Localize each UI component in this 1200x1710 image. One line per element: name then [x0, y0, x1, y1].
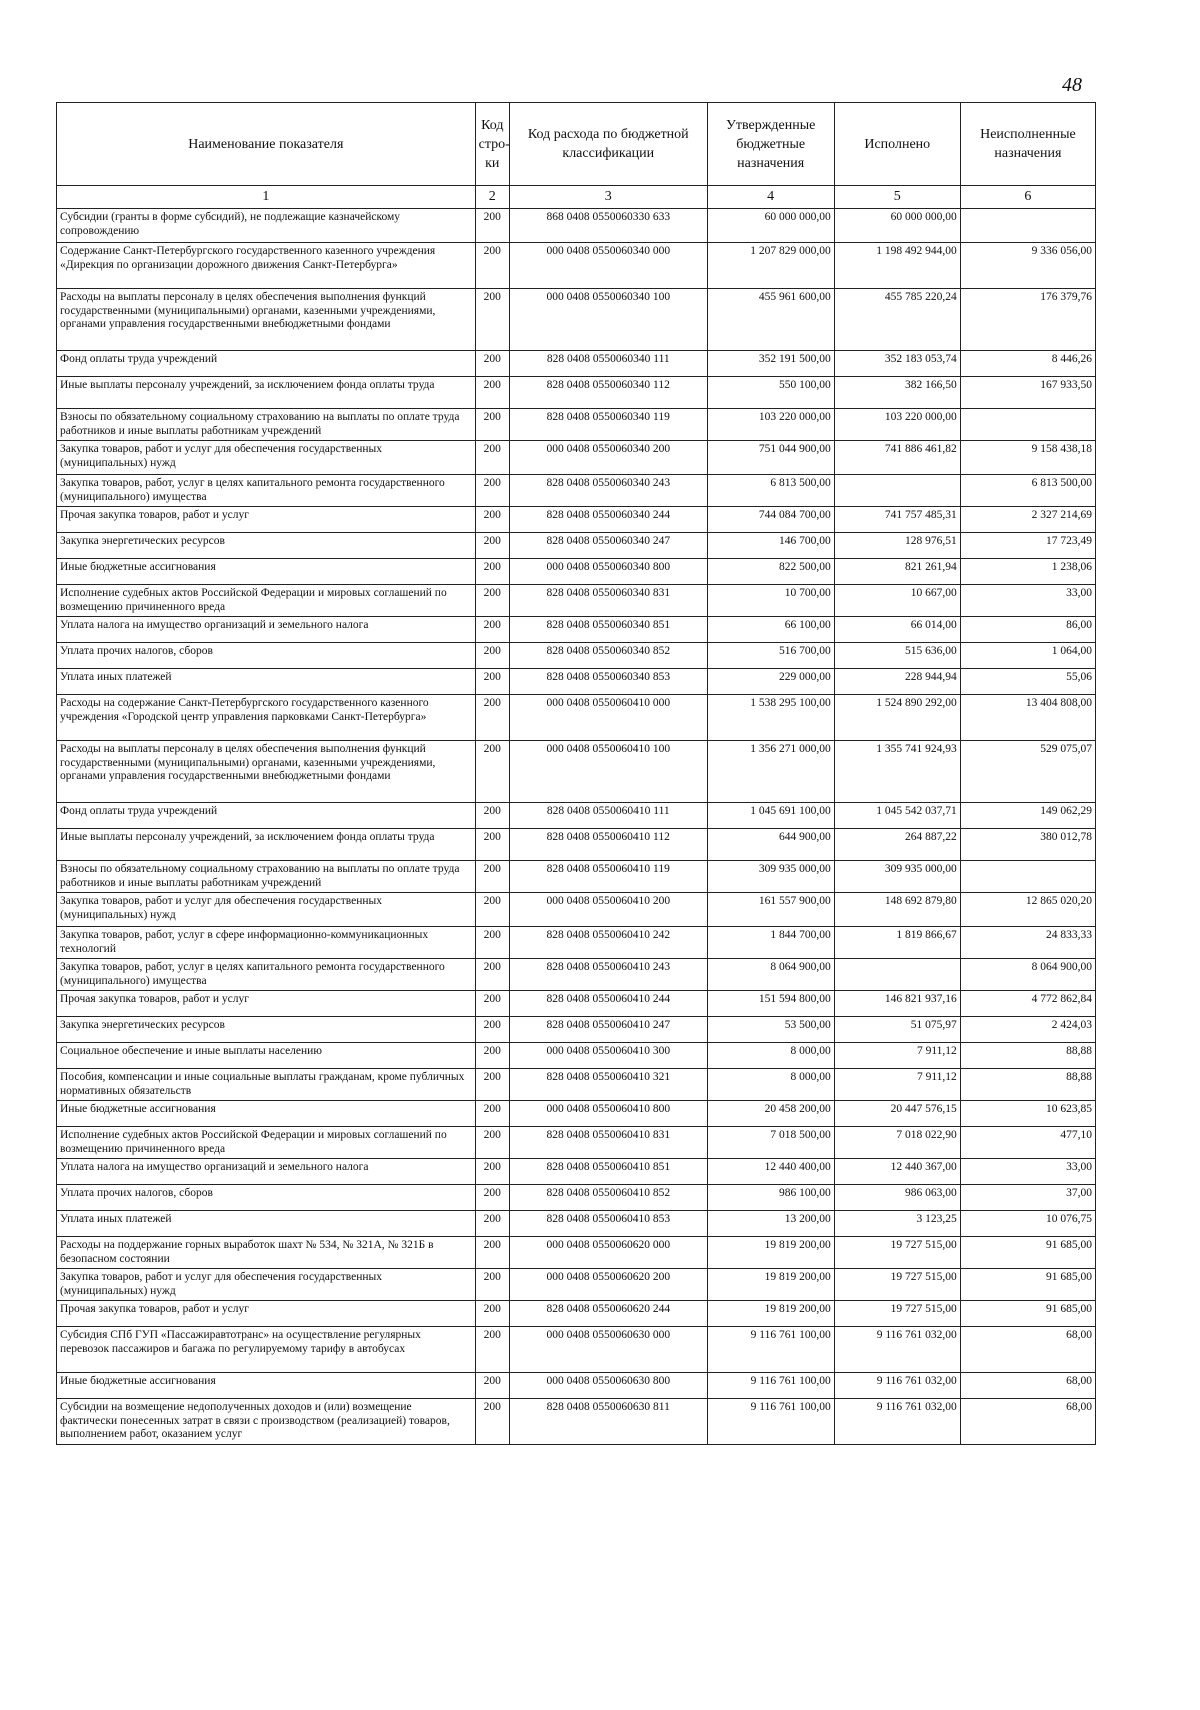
unexecuted-amount-cell: 91 685,00	[960, 1237, 1095, 1269]
expense-code-cell: 828 0408 0550060340 247	[509, 533, 707, 559]
table-body	[57, 209, 1096, 1445]
line-code-cell: 200	[475, 741, 509, 803]
executed-amount-cell: 741 757 485,31	[834, 507, 960, 533]
indicator-name-cell: Фонд оплаты труда учреждений	[57, 803, 476, 829]
executed-amount-cell: 66 014,00	[834, 617, 960, 643]
table-header-row	[57, 103, 1096, 186]
approved-amount-cell: 66 100,00	[707, 617, 834, 643]
header-indicator-name: Наименование показателя	[57, 103, 476, 186]
indicator-name-cell: Уплата иных платежей	[57, 669, 476, 695]
line-code-cell: 200	[475, 533, 509, 559]
expense-code-cell: 000 0408 0550060340 100	[509, 289, 707, 351]
table-row	[57, 1185, 1096, 1211]
executed-amount-cell: 7 911,12	[834, 1069, 960, 1101]
line-code-cell: 200	[475, 1127, 509, 1159]
approved-amount-cell: 550 100,00	[707, 377, 834, 409]
approved-amount-cell: 161 557 900,00	[707, 893, 834, 927]
indicator-name-cell: Субсидия СПб ГУП «Пассажиравтотранс» на осуществление регулярных перевозок пассажиров и багажа по регулируемому тарифу в автобусах	[57, 1327, 476, 1373]
unexecuted-amount-cell: 167 933,50	[960, 377, 1095, 409]
line-code-cell: 200	[475, 377, 509, 409]
expense-code-cell: 000 0408 0550060410 000	[509, 695, 707, 741]
table-row	[57, 1159, 1096, 1185]
line-code-cell: 200	[475, 927, 509, 959]
unexecuted-amount-cell: 1 064,00	[960, 643, 1095, 669]
line-code-cell: 200	[475, 861, 509, 893]
executed-amount-cell: 821 261,94	[834, 559, 960, 585]
table-row	[57, 959, 1096, 991]
unexecuted-amount-cell: 68,00	[960, 1399, 1095, 1445]
expense-code-cell: 000 0408 0550060410 300	[509, 1043, 707, 1069]
line-code-cell: 200	[475, 209, 509, 243]
executed-amount-cell: 9 116 761 032,00	[834, 1399, 960, 1445]
executed-amount-cell: 60 000 000,00	[834, 209, 960, 243]
unexecuted-amount-cell: 10 623,85	[960, 1101, 1095, 1127]
table-row	[57, 829, 1096, 861]
unexecuted-amount-cell: 55,06	[960, 669, 1095, 695]
approved-amount-cell: 1 045 691 100,00	[707, 803, 834, 829]
indicator-name-cell: Исполнение судебных актов Российской Федерации и мировых соглашений по возмещению причиненного вреда	[57, 585, 476, 617]
unexecuted-amount-cell	[960, 409, 1095, 441]
unexecuted-amount-cell: 91 685,00	[960, 1301, 1095, 1327]
unexecuted-amount-cell: 86,00	[960, 617, 1095, 643]
indicator-name-cell: Закупка энергетических ресурсов	[57, 1017, 476, 1043]
indicator-name-cell: Субсидии на возмещение недополученных доходов и (или) возмещение фактически понесенных затрат в связи с производством (реализацией) товаров, выполнением работ, оказанием услуг	[57, 1399, 476, 1445]
unexecuted-amount-cell: 88,88	[960, 1069, 1095, 1101]
column-number: 6	[960, 186, 1095, 209]
indicator-name-cell: Иные бюджетные ассигнования	[57, 559, 476, 585]
column-number: 1	[57, 186, 476, 209]
table-row	[57, 1069, 1096, 1101]
unexecuted-amount-cell: 10 076,75	[960, 1211, 1095, 1237]
column-number: 3	[509, 186, 707, 209]
table-row	[57, 377, 1096, 409]
header-unexecuted: Неисполненные назначения	[960, 103, 1095, 186]
expense-code-cell: 000 0408 0550060630 800	[509, 1373, 707, 1399]
column-number: 2	[475, 186, 509, 209]
executed-amount-cell: 515 636,00	[834, 643, 960, 669]
approved-amount-cell: 1 207 829 000,00	[707, 243, 834, 289]
indicator-name-cell: Расходы на поддержание горных выработок шахт № 534, № 321А, № 321Б в безопасном состоянии	[57, 1237, 476, 1269]
expense-code-cell: 000 0408 0550060620 200	[509, 1269, 707, 1301]
executed-amount-cell: 12 440 367,00	[834, 1159, 960, 1185]
executed-amount-cell: 146 821 937,16	[834, 991, 960, 1017]
approved-amount-cell: 8 000,00	[707, 1043, 834, 1069]
executed-amount-cell: 148 692 879,80	[834, 893, 960, 927]
executed-amount-cell: 1 198 492 944,00	[834, 243, 960, 289]
table-row	[57, 1301, 1096, 1327]
executed-amount-cell: 228 944,94	[834, 669, 960, 695]
executed-amount-cell: 128 976,51	[834, 533, 960, 559]
indicator-name-cell: Закупка товаров, работ, услуг в целях капитального ремонта государственного (муниципального) имущества	[57, 475, 476, 507]
unexecuted-amount-cell: 8 446,26	[960, 351, 1095, 377]
column-number-row	[57, 186, 1096, 209]
indicator-name-cell: Иные выплаты персоналу учреждений, за исключением фонда оплаты труда	[57, 377, 476, 409]
indicator-name-cell: Закупка товаров, работ и услуг для обеспечения государственных (муниципальных) нужд	[57, 1269, 476, 1301]
line-code-cell: 200	[475, 585, 509, 617]
executed-amount-cell: 1 355 741 924,93	[834, 741, 960, 803]
executed-amount-cell: 1 524 890 292,00	[834, 695, 960, 741]
approved-amount-cell: 20 458 200,00	[707, 1101, 834, 1127]
expense-code-cell: 868 0408 0550060330 633	[509, 209, 707, 243]
line-code-cell: 200	[475, 289, 509, 351]
executed-amount-cell: 20 447 576,15	[834, 1101, 960, 1127]
indicator-name-cell: Уплата прочих налогов, сборов	[57, 1185, 476, 1211]
executed-amount-cell: 382 166,50	[834, 377, 960, 409]
expense-code-cell: 828 0408 0550060340 111	[509, 351, 707, 377]
table-row	[57, 1043, 1096, 1069]
unexecuted-amount-cell: 24 833,33	[960, 927, 1095, 959]
executed-amount-cell	[834, 959, 960, 991]
expense-code-cell: 828 0408 0550060410 242	[509, 927, 707, 959]
table-row	[57, 409, 1096, 441]
expense-code-cell: 828 0408 0550060410 851	[509, 1159, 707, 1185]
executed-amount-cell: 9 116 761 032,00	[834, 1327, 960, 1373]
executed-amount-cell: 455 785 220,24	[834, 289, 960, 351]
indicator-name-cell: Иные выплаты персоналу учреждений, за исключением фонда оплаты труда	[57, 829, 476, 861]
table-row	[57, 289, 1096, 351]
expense-code-cell: 828 0408 0550060410 831	[509, 1127, 707, 1159]
table-row	[57, 209, 1096, 243]
approved-amount-cell: 12 440 400,00	[707, 1159, 834, 1185]
table-row	[57, 1327, 1096, 1373]
indicator-name-cell: Расходы на содержание Санкт-Петербургского государственного казенного учреждения «Городской центр управления парковками Санкт-Петербурга»	[57, 695, 476, 741]
header-expense-code: Код расхода по бюджетной классификации	[509, 103, 707, 186]
line-code-cell: 200	[475, 991, 509, 1017]
table-row	[57, 669, 1096, 695]
indicator-name-cell: Содержание Санкт-Петербургского государственного казенного учреждения «Дирекция по организации дорожного движения Санкт-Петербурга»	[57, 243, 476, 289]
approved-amount-cell: 19 819 200,00	[707, 1269, 834, 1301]
table-row	[57, 991, 1096, 1017]
table-row	[57, 243, 1096, 289]
approved-amount-cell: 822 500,00	[707, 559, 834, 585]
indicator-name-cell: Закупка товаров, работ, услуг в целях капитального ремонта государственного (муниципального) имущества	[57, 959, 476, 991]
expense-code-cell: 828 0408 0550060410 119	[509, 861, 707, 893]
table-row	[57, 1127, 1096, 1159]
approved-amount-cell: 19 819 200,00	[707, 1237, 834, 1269]
approved-amount-cell: 744 084 700,00	[707, 507, 834, 533]
table-row	[57, 643, 1096, 669]
table-row	[57, 559, 1096, 585]
table-row	[57, 533, 1096, 559]
line-code-cell: 200	[475, 695, 509, 741]
expense-code-cell: 000 0408 0550060410 100	[509, 741, 707, 803]
approved-amount-cell: 9 116 761 100,00	[707, 1399, 834, 1445]
line-code-cell: 200	[475, 409, 509, 441]
indicator-name-cell: Исполнение судебных актов Российской Федерации и мировых соглашений по возмещению причиненного вреда	[57, 1127, 476, 1159]
unexecuted-amount-cell: 33,00	[960, 585, 1095, 617]
indicator-name-cell: Пособия, компенсации и иные социальные выплаты гражданам, кроме публичных нормативных обязательств	[57, 1069, 476, 1101]
executed-amount-cell: 10 667,00	[834, 585, 960, 617]
expense-code-cell: 828 0408 0550060410 111	[509, 803, 707, 829]
header-line-code: Код стро-ки	[475, 103, 509, 186]
approved-amount-cell: 8 064 900,00	[707, 959, 834, 991]
unexecuted-amount-cell: 68,00	[960, 1373, 1095, 1399]
table-row	[57, 441, 1096, 475]
approved-amount-cell: 1 844 700,00	[707, 927, 834, 959]
executed-amount-cell: 352 183 053,74	[834, 351, 960, 377]
executed-amount-cell: 103 220 000,00	[834, 409, 960, 441]
table-row	[57, 1101, 1096, 1127]
unexecuted-amount-cell: 88,88	[960, 1043, 1095, 1069]
unexecuted-amount-cell: 68,00	[960, 1327, 1095, 1373]
expense-code-cell: 828 0408 0550060410 852	[509, 1185, 707, 1211]
indicator-name-cell: Социальное обеспечение и иные выплаты населению	[57, 1043, 476, 1069]
unexecuted-amount-cell: 17 723,49	[960, 533, 1095, 559]
executed-amount-cell: 19 727 515,00	[834, 1269, 960, 1301]
indicator-name-cell: Закупка товаров, работ и услуг для обеспечения государственных (муниципальных) нужд	[57, 893, 476, 927]
table-row	[57, 1373, 1096, 1399]
unexecuted-amount-cell: 529 075,07	[960, 741, 1095, 803]
line-code-cell: 200	[475, 441, 509, 475]
approved-amount-cell: 1 356 271 000,00	[707, 741, 834, 803]
expense-code-cell: 828 0408 0550060410 321	[509, 1069, 707, 1101]
executed-amount-cell: 986 063,00	[834, 1185, 960, 1211]
table-row	[57, 1269, 1096, 1301]
table-row	[57, 351, 1096, 377]
executed-amount-cell: 1 045 542 037,71	[834, 803, 960, 829]
table-row	[57, 741, 1096, 803]
approved-amount-cell: 7 018 500,00	[707, 1127, 834, 1159]
column-number: 4	[707, 186, 834, 209]
header-executed: Исполнено	[834, 103, 960, 186]
expense-code-cell: 000 0408 0550060340 200	[509, 441, 707, 475]
line-code-cell: 200	[475, 829, 509, 861]
expense-code-cell: 828 0408 0550060340 851	[509, 617, 707, 643]
indicator-name-cell: Уплата налога на имущество организаций и земельного налога	[57, 617, 476, 643]
indicator-name-cell: Иные бюджетные ассигнования	[57, 1101, 476, 1127]
line-code-cell: 200	[475, 643, 509, 669]
expense-code-cell: 000 0408 0550060630 000	[509, 1327, 707, 1373]
approved-amount-cell: 19 819 200,00	[707, 1301, 834, 1327]
line-code-cell: 200	[475, 1373, 509, 1399]
unexecuted-amount-cell: 13 404 808,00	[960, 695, 1095, 741]
indicator-name-cell: Уплата прочих налогов, сборов	[57, 643, 476, 669]
unexecuted-amount-cell: 2 424,03	[960, 1017, 1095, 1043]
approved-amount-cell: 644 900,00	[707, 829, 834, 861]
executed-amount-cell	[834, 475, 960, 507]
executed-amount-cell: 51 075,97	[834, 1017, 960, 1043]
line-code-cell: 200	[475, 1069, 509, 1101]
indicator-name-cell: Фонд оплаты труда учреждений	[57, 351, 476, 377]
indicator-name-cell: Субсидии (гранты в форме субсидий), не подлежащие казначейскому сопровождению	[57, 209, 476, 243]
approved-amount-cell: 309 935 000,00	[707, 861, 834, 893]
expense-code-cell: 000 0408 0550060410 800	[509, 1101, 707, 1127]
table-row	[57, 1211, 1096, 1237]
approved-amount-cell: 751 044 900,00	[707, 441, 834, 475]
table-row	[57, 475, 1096, 507]
approved-amount-cell: 151 594 800,00	[707, 991, 834, 1017]
line-code-cell: 200	[475, 803, 509, 829]
unexecuted-amount-cell	[960, 209, 1095, 243]
expense-code-cell: 000 0408 0550060340 000	[509, 243, 707, 289]
approved-amount-cell: 455 961 600,00	[707, 289, 834, 351]
expense-code-cell: 828 0408 0550060410 112	[509, 829, 707, 861]
approved-amount-cell: 986 100,00	[707, 1185, 834, 1211]
table-row	[57, 617, 1096, 643]
indicator-name-cell: Закупка товаров, работ, услуг в сфере информационно-коммуникационных технологий	[57, 927, 476, 959]
column-number: 5	[834, 186, 960, 209]
line-code-cell: 200	[475, 669, 509, 695]
unexecuted-amount-cell: 149 062,29	[960, 803, 1095, 829]
unexecuted-amount-cell: 9 158 438,18	[960, 441, 1095, 475]
unexecuted-amount-cell: 4 772 862,84	[960, 991, 1095, 1017]
line-code-cell: 200	[475, 1017, 509, 1043]
table-row	[57, 585, 1096, 617]
expense-code-cell: 000 0408 0550060340 800	[509, 559, 707, 585]
expense-code-cell: 828 0408 0550060340 853	[509, 669, 707, 695]
unexecuted-amount-cell: 91 685,00	[960, 1269, 1095, 1301]
expense-code-cell: 000 0408 0550060410 200	[509, 893, 707, 927]
approved-amount-cell: 9 116 761 100,00	[707, 1373, 834, 1399]
line-code-cell: 200	[475, 507, 509, 533]
indicator-name-cell: Уплата налога на имущество организаций и земельного налога	[57, 1159, 476, 1185]
executed-amount-cell: 3 123,25	[834, 1211, 960, 1237]
unexecuted-amount-cell: 380 012,78	[960, 829, 1095, 861]
indicator-name-cell: Расходы на выплаты персоналу в целях обеспечения выполнения функций государственными (муниципальными) органами, казенными учреждениями, органами управления государственными внебюджетными фондами	[57, 289, 476, 351]
indicator-name-cell: Уплата иных платежей	[57, 1211, 476, 1237]
expense-code-cell: 828 0408 0550060340 243	[509, 475, 707, 507]
expense-code-cell: 828 0408 0550060620 244	[509, 1301, 707, 1327]
line-code-cell: 200	[475, 1269, 509, 1301]
approved-amount-cell: 146 700,00	[707, 533, 834, 559]
unexecuted-amount-cell: 176 379,76	[960, 289, 1095, 351]
line-code-cell: 200	[475, 959, 509, 991]
approved-amount-cell: 9 116 761 100,00	[707, 1327, 834, 1373]
expense-code-cell: 828 0408 0550060340 119	[509, 409, 707, 441]
approved-amount-cell: 60 000 000,00	[707, 209, 834, 243]
table-row	[57, 927, 1096, 959]
approved-amount-cell: 352 191 500,00	[707, 351, 834, 377]
unexecuted-amount-cell: 1 238,06	[960, 559, 1095, 585]
indicator-name-cell: Взносы по обязательному социальному страхованию на выплаты по оплате труда работников и иные выплаты работникам учреждений	[57, 861, 476, 893]
approved-amount-cell: 6 813 500,00	[707, 475, 834, 507]
expense-code-cell: 828 0408 0550060410 853	[509, 1211, 707, 1237]
executed-amount-cell: 741 886 461,82	[834, 441, 960, 475]
unexecuted-amount-cell: 9 336 056,00	[960, 243, 1095, 289]
approved-amount-cell: 53 500,00	[707, 1017, 834, 1043]
expense-code-cell: 828 0408 0550060340 112	[509, 377, 707, 409]
line-code-cell: 200	[475, 243, 509, 289]
approved-amount-cell: 10 700,00	[707, 585, 834, 617]
expense-code-cell: 828 0408 0550060410 244	[509, 991, 707, 1017]
expense-code-cell: 828 0408 0550060630 811	[509, 1399, 707, 1445]
approved-amount-cell: 8 000,00	[707, 1069, 834, 1101]
approved-amount-cell: 13 200,00	[707, 1211, 834, 1237]
executed-amount-cell: 7 018 022,90	[834, 1127, 960, 1159]
unexecuted-amount-cell: 6 813 500,00	[960, 475, 1095, 507]
unexecuted-amount-cell	[960, 861, 1095, 893]
executed-amount-cell: 1 819 866,67	[834, 927, 960, 959]
page-number: 48	[1062, 74, 1082, 96]
approved-amount-cell: 516 700,00	[707, 643, 834, 669]
indicator-name-cell: Закупка энергетических ресурсов	[57, 533, 476, 559]
line-code-cell: 200	[475, 893, 509, 927]
expense-code-cell: 828 0408 0550060340 852	[509, 643, 707, 669]
table-row	[57, 893, 1096, 927]
indicator-name-cell: Прочая закупка товаров, работ и услуг	[57, 1301, 476, 1327]
indicator-name-cell: Взносы по обязательному социальному страхованию на выплаты по оплате труда работников и иные выплаты работникам учреждений	[57, 409, 476, 441]
executed-amount-cell: 9 116 761 032,00	[834, 1373, 960, 1399]
table-row	[57, 1017, 1096, 1043]
line-code-cell: 200	[475, 1101, 509, 1127]
line-code-cell: 200	[475, 1301, 509, 1327]
table-row	[57, 1237, 1096, 1269]
executed-amount-cell: 19 727 515,00	[834, 1237, 960, 1269]
unexecuted-amount-cell: 37,00	[960, 1185, 1095, 1211]
table-row	[57, 803, 1096, 829]
expense-code-cell: 828 0408 0550060340 831	[509, 585, 707, 617]
table-row	[57, 1399, 1096, 1445]
executed-amount-cell: 19 727 515,00	[834, 1301, 960, 1327]
line-code-cell: 200	[475, 1399, 509, 1445]
line-code-cell: 200	[475, 1327, 509, 1373]
expense-code-cell: 828 0408 0550060410 243	[509, 959, 707, 991]
line-code-cell: 200	[475, 1159, 509, 1185]
line-code-cell: 200	[475, 475, 509, 507]
line-code-cell: 200	[475, 1185, 509, 1211]
unexecuted-amount-cell: 33,00	[960, 1159, 1095, 1185]
approved-amount-cell: 229 000,00	[707, 669, 834, 695]
unexecuted-amount-cell: 12 865 020,20	[960, 893, 1095, 927]
table-row	[57, 507, 1096, 533]
budget-execution-table	[56, 102, 1096, 1445]
line-code-cell: 200	[475, 559, 509, 585]
indicator-name-cell: Прочая закупка товаров, работ и услуг	[57, 991, 476, 1017]
executed-amount-cell: 264 887,22	[834, 829, 960, 861]
expense-code-cell: 000 0408 0550060620 000	[509, 1237, 707, 1269]
header-approved: Утвержденные бюджетные назначения	[707, 103, 834, 186]
line-code-cell: 200	[475, 1237, 509, 1269]
table-row	[57, 695, 1096, 741]
unexecuted-amount-cell: 2 327 214,69	[960, 507, 1095, 533]
executed-amount-cell: 309 935 000,00	[834, 861, 960, 893]
expense-code-cell: 828 0408 0550060340 244	[509, 507, 707, 533]
indicator-name-cell: Иные бюджетные ассигнования	[57, 1373, 476, 1399]
line-code-cell: 200	[475, 617, 509, 643]
executed-amount-cell: 7 911,12	[834, 1043, 960, 1069]
expense-code-cell: 828 0408 0550060410 247	[509, 1017, 707, 1043]
indicator-name-cell: Закупка товаров, работ и услуг для обеспечения государственных (муниципальных) нужд	[57, 441, 476, 475]
unexecuted-amount-cell: 477,10	[960, 1127, 1095, 1159]
table-row	[57, 861, 1096, 893]
unexecuted-amount-cell: 8 064 900,00	[960, 959, 1095, 991]
indicator-name-cell: Расходы на выплаты персоналу в целях обеспечения выполнения функций государственными (муниципальными) органами, казенными учреждениями, органами управления государственными внебюджетными фондами	[57, 741, 476, 803]
line-code-cell: 200	[475, 351, 509, 377]
approved-amount-cell: 103 220 000,00	[707, 409, 834, 441]
line-code-cell: 200	[475, 1211, 509, 1237]
line-code-cell: 200	[475, 1043, 509, 1069]
approved-amount-cell: 1 538 295 100,00	[707, 695, 834, 741]
indicator-name-cell: Прочая закупка товаров, работ и услуг	[57, 507, 476, 533]
